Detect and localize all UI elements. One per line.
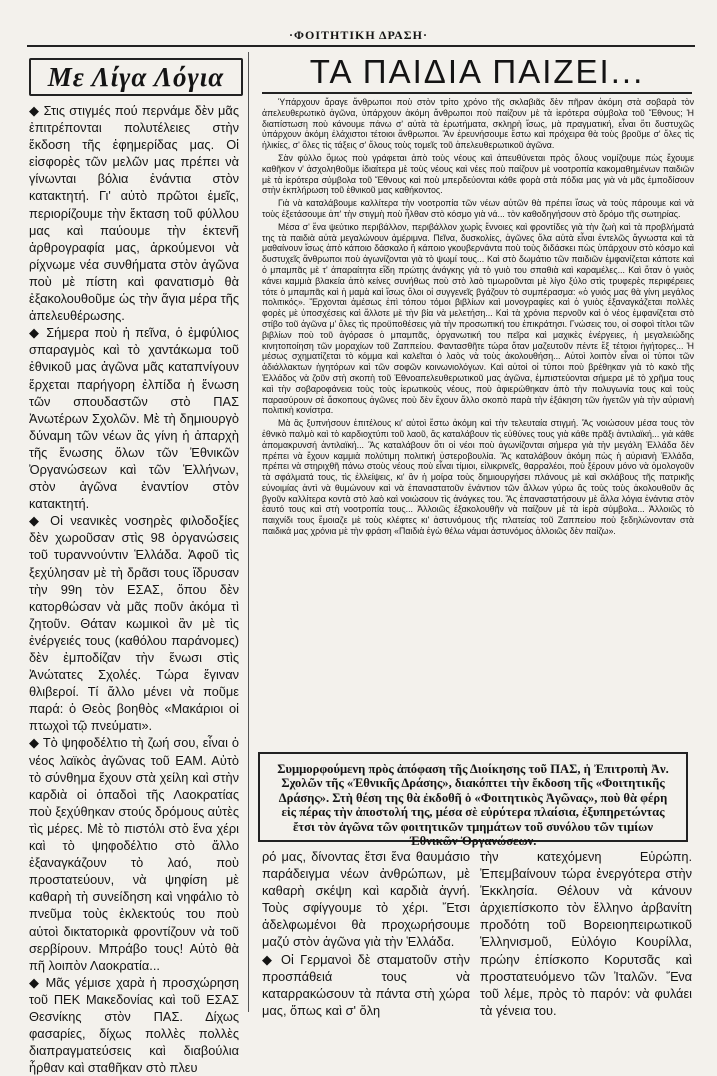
newspaper-header: ·ΦΟΙΤΗΤΙΚΗ ΔΡΑΣΗ· [289, 28, 428, 42]
article-paragraph-2: Σὰν φύλλο ὅμως ποὺ γράφεται ἀπὸ τοὺς νέους καὶ ἀπευθύνεται πρὸς ὅλους νομίζουμε πὼς ἔχουμε καθῆκον ν' ἀσχοληθοῦμε ἰδιαίτερα μὲ τοὺς νέους καὶ νέες ποὺ παίζουν μὲ νοοτροπία κακομαθημένων παιδιῶν μὲ τὰ ἱερότερα σύμβολα τοῦ Ἔθνους καὶ ποὺ μπερδεύονται κάθε φορὰ στὰ πόδια μας γιὰ νὰ μᾶς ἐμποδίσουν στὴν ἐκπλήρωση τοῦ ἐθνικοῦ μας καθήκοντος. [262, 152, 694, 196]
article-body [262, 97, 694, 745]
left-column [29, 58, 239, 1076]
article-title-rule [262, 92, 692, 94]
column-divider [248, 52, 249, 1012]
bottom-col1-paragraph-1: ρό μας, δίνοντας ἔτσι ἕνα θαυμάσιο παράδειγμα νέων ἀνθρώπων, μὲ καθαρὴ σκέψη καὶ καρδιὰ ἁγνή. Τοὺς σφίγγουμε τὸ χέρι. Ἔτσι ἀδελφωμένοι θὰ προχωρήσουμε μαζύ στὸν ἀγῶνα γιὰ τὴν Ἑλλάδα. [262, 849, 470, 950]
article-title: ΤΑ ΠΑΙΔΙΑ ΠΑΙΖΕΙ... [309, 53, 645, 90]
article-paragraph-1: Ὑπάρχουν ἄραγε ἄνθρωποι ποὺ στὸν τρίτο χρόνο τῆς σκλαβιᾶς δὲν πῆραν ἀκόμη στὰ σοβαρὰ τὸν ἀπελευθερωτικὸ ἀγῶνα, ὑπάρχουν ἀκόμη ἄνθρωποι ποὺ παίζουν μὲ τὰ ἱερότερα σύμβολα τοῦ Ἔθνους; Ἡ διαπίστωση ποὺ κάνουμε πάνω σ' αὐτὰ τὰ ἐρωτήματα, σκληρὴ ἴσως, μὰ πραγματική, εἶναι ὅτι δυστυχῶς ὑπάρχουν ἀκόμη ἐλάχιστοι τέτοιοι ἄνθρωποι. Ἂν ἐρευνήσουμε ἔστω καὶ πρόχειρα θὰ τοὺς βροῦμε σ' ὅλες τὶς ἡλικίες, σ' ὅλες τὶς τάξεις σ' ὅλους τοὺς τομεῖς τοῦ ἀπελευθερωτικοῦ ἀγῶνα. [262, 97, 694, 151]
article-paragraph-3: Γιὰ νὰ καταλάβουμε καλλίτερα τὴν νοοτροπία τῶν νέων αὐτῶν θὰ πρέπει ἴσως νὰ τοὺς πάρουμε καὶ νὰ τοὺς ἐξετάσουμε ἀπ' τὴν στιγμὴ ποὺ ἦλθαν στὸ κόσμο γιὰ νά... τὸν καθοδηγήσουν στὸ δρόμο τῆς σωτηρίας. [262, 198, 694, 219]
bottom-col2-paragraph-1: τὴν κατεχόμενη Εὐρώπη. Ἐπεμβαίνουν τώρα ἐνεργότερα στὴν Ἐκκλησία. Θέλουν νὰ κάνουν ἀρχιεπίσκοπο τὸν ἔλληνο ἀρβανίτη προδότη τοῦ Βορειοηπειρωτικοῦ Ἑλληνισμοῦ, Εὐλόγιο Κουρίλλα, πρώην ἐπίσκοπο Κορυτσᾶς καὶ προστατευόμενο τῶν Ἰταλῶν. Ἕνα τοῦ λέμε, πρὸς τὸ παρόν: νὰ φυλάει τὰ γένεια του. [480, 849, 692, 1018]
bottom-col1-paragraph-2: ◆ Οἱ Γερμανοὶ δὲ σταματοῦν στὴν προσπάθειά τους νὰ καταρρακώσουν τὰ πάντα στὴ χώρα μας, ὅπως καὶ σ' ὅλη [262, 951, 470, 1018]
left-paragraph-1: ◆ Στις στιγμές πού περνάμε δὲν μᾶς ἐπιτρέπονται πολυτέλειες στὴν ἔκδοση τῆς ἐφημερίδας μας. Οἱ εἰσφορὲς τῶν μελῶν μας πρέπει νὰ γίνωνται βόλια ἐνάντια στὸν κατακτητή. Γι' αὐτὸ πρῶτοι ἐμεῖς, περιορίζουμε τὴν ἔκταση τοῦ φύλλου μας καὶ παύουμε τὴν ἐκτενῆ ἀρθρογραφία μας, ἀρκούμενοι νὰ ρίχνωμε νέα συνθήματα στὸν ἀγῶνα ποὺ μὲ πίστη καὶ φανατισμὸ θὰ ἐξακολουθοῦμε ὡς τὴν ἅγια μέρα τῆς ἀπελευθέρωσης. [29, 103, 239, 324]
left-paragraph-2: ◆ Σήμερα ποὺ ἡ πεῖνα, ὁ ἐμφύλιος σπαραγμὸς καὶ τὸ χαντάκωμα τοῦ ἐθνικοῦ μας ἀγῶνα μᾶς καταπνίγουν ἔρχεται παρήγορη ἐλπίδα ἡ ἕνωση τῶν σπουδαστῶν στὸ ΠΑΣ Ἀνωτέρων Σχολῶν. Μὲ τὴ δημιουργὸ δύναμη τῶν νέων ἂς γίνη ἡ ἀπαρχὴ τῆς ἕνωσης ὅλων τῶν Ἐθνικῶν Ὀργανώσεων καὶ τῶν Ἑλλήνων, στὸν ἀγῶνα ἐναντίον στὸν κατακτητή. [29, 325, 239, 512]
header-rule [27, 45, 695, 47]
article-paragraph-5: Μὰ ἂς ξυπνήσουν ἐπιτέλους κι' αὐτοὶ ἔστω ἀκόμη καὶ τὴν τελευταία στιγμή. Ἂς νοιώσουν μέσα τους τὸν ἐθνικὸ παλμὸ καὶ τὸ καρδιοχτύπι τοῦ λαοῦ, ἂς καταλάβουν τὶς εὐθύνες τους γιὰ κάθε πρᾶξι ἀντιλαϊκή... γιὰ κάθε ἀπομακρυνσή ἀντιλαϊκή... Ἂς καταλάβουν ὅτι οἱ νέοι ποὺ ἀγωνίζονται σήμερα γιὰ τὴν μεγάλη Ἑλλάδα δὲν πρέπει νὰ ἔχουν καμμιὰ πολύτιμη πολιτική ὑστεροβουλία. Ἂς καταλάβουν ἀκόμη πὼς ἡ αὐριανὴ Ἑλλάδα, πρέπει νὰ στηριχθῆ πάνω στοὺς νέους ποὺ εἶναι τίμιοι, εἰλικρινεῖς, θαρραλέοι, ποὺ ξέρουν μόνο νὰ ὁμολογοῦν τὰ σφάλματά τους, τὶς ἐλλείψεις, κι' ἂν ἡ μοίρα τοὺς δημιουργήσει πλάνους μὲ καὶ σκλάβους τῆς πατρικῆς εὐνοιμίας ἀντὶ νὰ θυμώνουν καὶ νὰ ἐπαναστατοῦν ἐνάντιον τῶν ἄλλων γύρω ἂς τοὺς τοὺς ἀκολουθοῦν ἂς βγοῦν καλλίτερα κοντὰ στὸ λαὸ καὶ νοιώσουν τὶς ἀνάγκες του. Ἂς ἐπαναστατήσουν μὲ ἄλλα λόγια ἐνάντια στὸν ἑαυτό τους καὶ στὴ νοοτροπία τους... Ἀλλοιῶς ἐξακολουθῆν νὰ παίζουν μὲ τὰ ἱερὰ σύμβολα... Ἀλλοιῶς τὸ παιχνίδι τους ἔμοιαζε μὲ τοὺς κλέφτες κι' ἀστυνόμους τῆς πλατείας τοῦ Ζαππείου ποὺ ξεδηλώνονταν στὰ παιδικά μας χρόνια μὲ τὴν φράση «Παιδιὰ ἐγὼ θέλω νάμαι ἀστυνόμος ἀλλοιῶς δὲν παίζω». [262, 418, 694, 537]
left-column-body [29, 102, 239, 1076]
left-paragraph-5: ◆ Μᾶς γέμισε χαρὰ ἡ προσχώρηση τοῦ ΠΕΚ Μακεδονίας καὶ τοῦ ΕΣΑΣ Θεσνίκης στὸν ΠΑΣ. Δίχως φασαρίες, δίχως πολλὲς πολλὲς διαπραγματεύσεις καὶ διαβούλια ἦρθαν καὶ σταθῆκαν στὸ πλευ [29, 974, 239, 1076]
article-paragraph-4: Μέσα σ' ἕνα ψεύτικο περιβάλλον, περιβάλλον χωρὶς ἔννοιες καὶ φροντίδες γιὰ τὴν ζωὴ καὶ τὰ προβλήματά της τὰ παιδιὰ αὐτὰ μεγαλώνουν ἀμέριμνα. Πεῖνα, δυσκολίες, ἀγῶνες ὅλα αὐτὰ εἶναι ἐντελῶς ἄγνωστα καὶ τὰ μαθαίνουν ἴσως ἀπὸ κάποιο δάσκαλο ἢ κάποιο γκουβερνάντα ποὺ τοὺς διδάσκει πὼς ὑπάρχουν στὸ κόσμο καὶ δυστυχεῖς ἄνθρωποι ποὺ ἀγωνίζονται γιὰ τὸ ψωμί τους... Καὶ στὸ δωμάτιο τῶν παιδιῶν ἐμφανίζεται κάποτε καὶ ὁ μπαμπᾶς μὲ τ' ἀπαραίτητα εἴδη πρώτης ἀνάγκης γιὰ τὸ γυιὸ του σπαθιὰ καὶ καραμέλες... Καὶ ὅταν ὁ γυιὸς κάνει καμμιὰ βλακεία ἀπὸ κείνες συνήθως ποὺ στὸ λαὸ τιμωροῦνται μὲ λίγο ξύλο στὶς τρυφερὲς περιφέρειες τότε ὁ μπαμπᾶς καὶ ἡ μαμὰ καὶ ἴσως ὅλοι οἱ συγγενεῖς βγάζουν τὸ συμπέρασμα: «ὁ γυιός μας θὰ γίνη μεγάλος πολιτικός». Ἔρχονται ἀμέσως ἐπὶ τόπου τόμοι βιβλίων καὶ μονογραφίες καὶ ὁ γυιὸς ἐξαναγκάζεται πολλὲς φορὲς μὲ ὑποσχέσεις καὶ ἄλλοτε μὲ τὴν βία νὰ μελετήση... Καὶ τὰ χρόνια περνοῦν καὶ ὁ νέος ἐμφανίζεται στὸ στίβο τοῦ ἀγῶνα μ' ὅλες τὶς προϋποθέσεις γιὰ τὴν προσωπική του ἐπικράτησι. Γνώσεις του, οἱ σοφοὶ τίτλοι τῶν βιβλίων ποὺ τοῦ ἀγόρασε ὁ μπαμπᾶς, ὀργανωτική του πεῖρα καὶ μαχικὲς ἐνέργειες, ἡ μεγαλειώδης κινητοποίηση τῶν μοραχίων τοῦ Ζαππείου. Φαντασθῆτε τώρα ὅταν μαζευτοῦν πέντε ἕξ τέτοιοι ἡγήτορες... Ἡ μέσως σχηματίζεται τὸ κόμμα καὶ καλεῖται ὁ λαὸς νὰ τοὺς ἀκολουθήση... Αὐτοὶ λοιπὸν εἶναι οἱ τύποι τῶν ἀδιάλλακτων ἡγητόρων καὶ τῶν σοφῶν κοινωνιολόγων. Καὶ αὐτοὶ οἱ τύποι ποὺ βρέθηκαν γιὰ τὸ κακὸ τῆς Ἑλλάδος νὰ ζοῦν στὴ σκοπὴ τοῦ Ἐθνοαπελευθερωτικοῦ μας ἀγῶνα, ἐμπιστεύονται σήμερα μὲ τὸ χρῆμα τους καὶ τὴν σοβαροφάνεια τοὺς τοὺς ἱερωτικοὺς νέους, ποὺ ἀφιερώθηκαν ἀπὸ τὴν πολυγωνία τους καὶ τοὺς παρασύρουν σὲ ἄσκοπους ἀγῶνες ποὺ δὲν ἔχουν ἄλλο σκοπὸ παρὰ τὴν ἐξάκηση τῶν ἡγετῶν γιὰ τὴν αὐριανὴ πολιτικὴ κονίστρα. [262, 221, 694, 416]
bottom-column-1 [262, 848, 470, 1018]
left-paragraph-4: ◆ Τὸ ψηφοδέλτιο τὴ ζωή σου, εἶναι ὁ νέος λαϊκὸς ἀγῶνας τοῦ ΕΑΜ. Αὐτὸ τὸ σύνθημα ἔχουν στὰ χείλη καὶ στὴν καρδιὰ οἱ ὁπαδοὶ τῆς Λαοκρατίας ποὺ ξεχύθηκαν στούς δρόμους αὐτὲς τὶς μέρες. Μὲ τὸ πιστόλι στὸ ἕνα χέρι καὶ τὸ ψηφοδέλτιο στὸ ἄλλο ἐξαναγκάζουν τὸ λαό, ποὺ προστατεύουν, νὰ ψηφίση μὲ καθαρὴ τὴ συνείδηση καὶ νηφάλιο τὸ πνεῦμα τοὺς ἐκλεκτούς του ποὺ αὐτοὶ δικτατορικὰ φροντίζουν νὰ τοῦ σερβίρουν. Μπράβο τους! Αὐτὸ θὰ πῆ λοιπὸν Λαοκρατία... [29, 735, 239, 973]
left-column-title: Με Λίγα Λόγια [29, 58, 243, 96]
bottom-column-2 [480, 848, 692, 1018]
notice-box: Συμμορφούμενη πρὸς ἀπόφαση τῆς Διοίκησης τοῦ ΠΑΣ, ἡ Ἐπιτροπὴ Ἀν. Σχολῶν τῆς «Ἐθνικῆς Δράσης», διακόπτει τὴν ἔκδοση τῆς «Φοιτητικῆς Δράσης». Στὴ θέση της θὰ ἐκδοθῆ ὁ «Φοιτητικὸς Ἀγῶνας», ποὺ θὰ φέρη εἰς πέρας τὴν ἀποστολή της, μέσα σὲ εὐρύτερα πλαίσια, ἐξυπηρετώντας ἔτσι τὸν ἀγῶνα τῶν φοιτητικῶν τμημάτων τοῦ συνόλου τῶν τιμίων Ἐθνικῶν Ὀργανώσεων. [258, 752, 688, 842]
left-paragraph-3: ◆ Οἱ νεανικὲς νοσηρὲς φιλοδοξίες δὲν χωροῦσαν στὶς 98 ὀργανώσεις τοῦ τυραννούντιν Ἑλλάδα. Ἀφοῦ τὶς ξεχύλησαν μὲ τὴ δρᾶσι τους ἵδρυσαν τὴν 99η τὸν ΕΣΑΣ, ὅπου δὲν κατορθώσαν νὰ μᾶς ποῦν ἀκόμα τὶ ζητοῦν. Θάταν κωμικοὶ ἂν μὲ τὶς ἐνέργειές τους (καθόλου παράνομες) δὲν ἐμποδίζαν τὴν ἕνωσι στὶς Ἀνώτατες Σχολές. Τώρα ἔγιναν θλιβεροί. Τί ἄλλο μένει νὰ ποῦμε παρά: ὁ Θεὸς βοηθὸς «Μακάριοι οἱ πτωχοὶ τῷ πνεύματι». [29, 513, 239, 734]
